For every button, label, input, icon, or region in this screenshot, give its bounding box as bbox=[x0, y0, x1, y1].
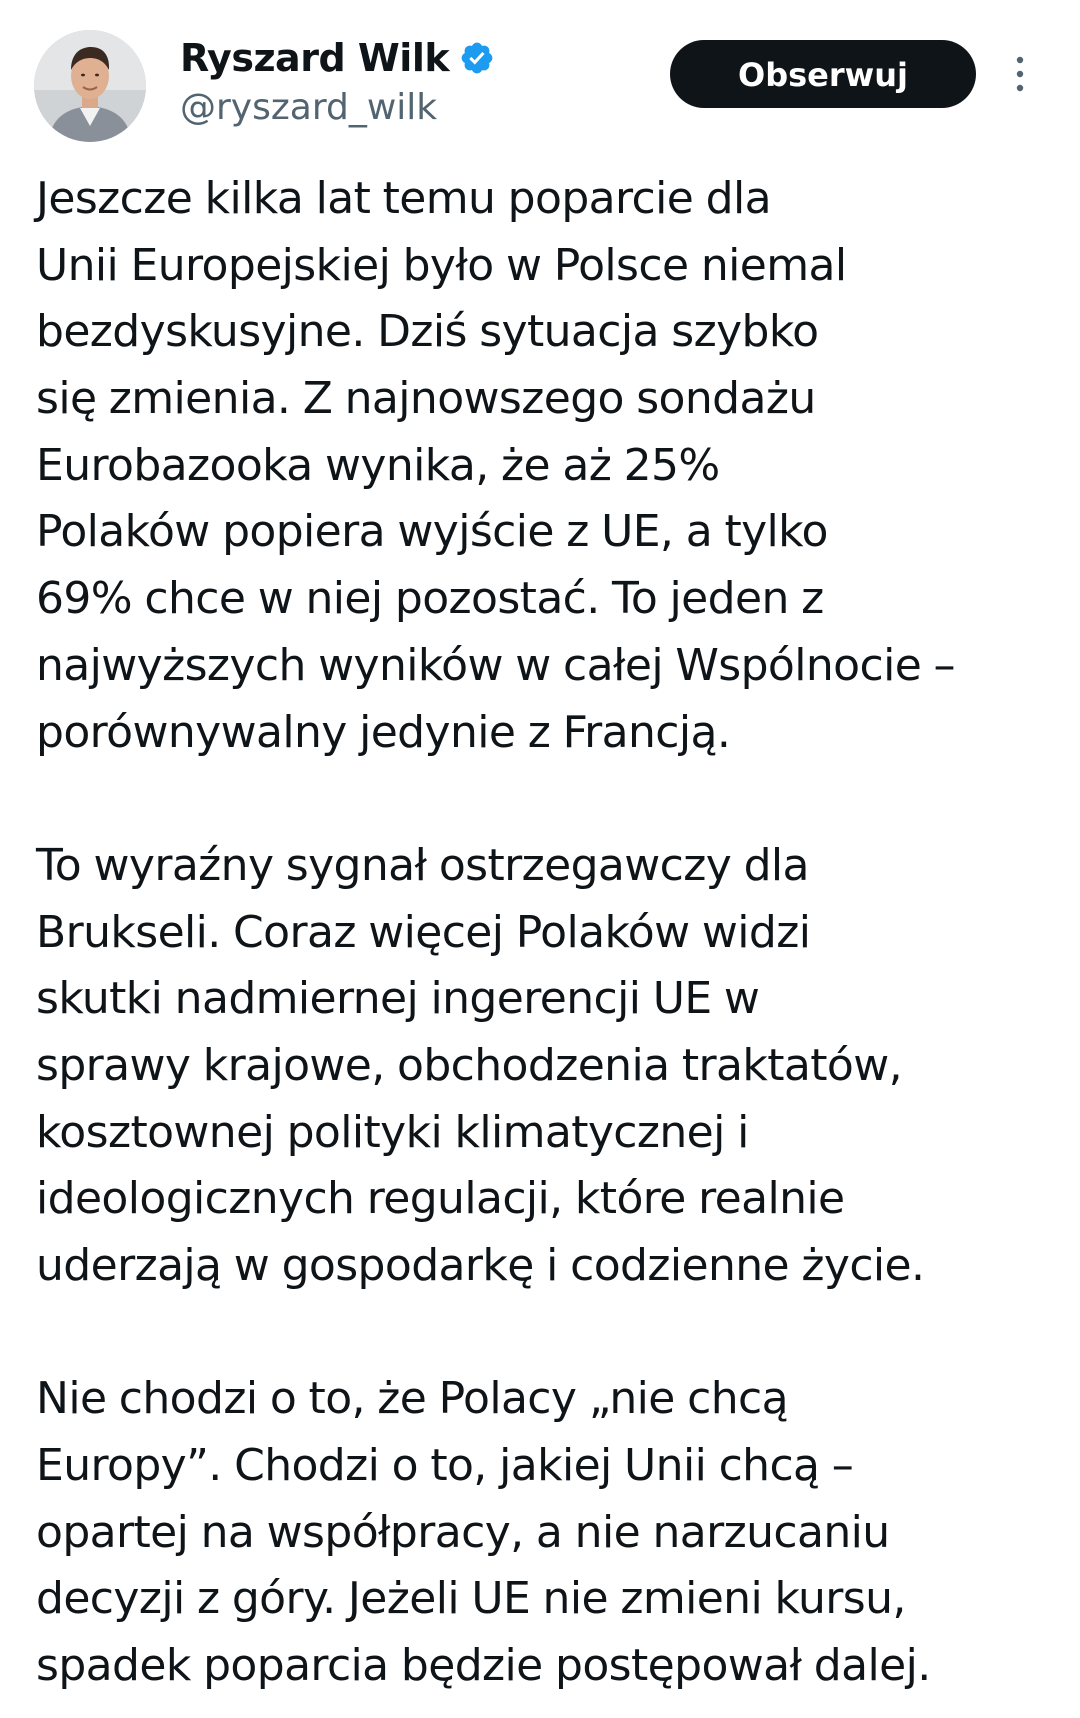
follow-button[interactable]: Obserwuj bbox=[670, 40, 976, 108]
tweet-line: kosztownej polityki klimatycznej i bbox=[36, 1106, 749, 1158]
tweet-line: najwyższych wyników w całej Wspólnocie – bbox=[36, 639, 955, 691]
tweet-line: spadek poparcia będzie postępował dalej. bbox=[36, 1640, 931, 1692]
tweet-line: sprawy krajowe, obchodzenia traktatów, bbox=[36, 1039, 902, 1091]
tweet-line: Europy”. Chodzi o to, jakiej Unii chcą – bbox=[36, 1440, 854, 1492]
tweet-line: się zmienia. Z najnowszego sondażu bbox=[36, 373, 816, 425]
tweet-line: Polaków popiera wyjście z UE, a tylko bbox=[36, 506, 828, 558]
tweet-line: uderzają w gospodarkę i codzienne życie. bbox=[36, 1240, 925, 1291]
avatar[interactable] bbox=[34, 30, 146, 142]
author-handle[interactable]: @ryszard_wilk bbox=[180, 87, 438, 128]
avatar-photo bbox=[34, 30, 146, 142]
tweet-paragraph-3 bbox=[36, 1366, 1066, 1699]
author-name-row[interactable] bbox=[180, 34, 495, 82]
tweet-line: skutki nadmiernej ingerencji UE w bbox=[36, 973, 760, 1025]
paragraph-gap bbox=[36, 766, 1066, 833]
verified-badge-icon bbox=[459, 40, 495, 76]
tweet-line: bezdyskusyjne. Dziś sytuacja szybko bbox=[36, 306, 819, 358]
tweet-paragraph-1 bbox=[36, 166, 1066, 766]
paragraph-gap bbox=[36, 1300, 1066, 1367]
tweet-line: opartej na współpracy, a nie narzucaniu bbox=[36, 1506, 890, 1558]
author-display-name[interactable]: Ryszard Wilk bbox=[180, 36, 450, 80]
tweet-line: Eurobazooka wynika, że aż 25% bbox=[36, 439, 720, 491]
more-vertical-icon[interactable] bbox=[1004, 54, 1036, 94]
tweet-line: Jeszcze kilka lat temu poparcie dla bbox=[36, 173, 771, 224]
tweet-header bbox=[0, 0, 1080, 150]
tweet-line: Unii Europejskiej było w Polsce niemal bbox=[36, 239, 847, 291]
tweet-paragraph-2 bbox=[36, 833, 1066, 1300]
tweet-line: Brukseli. Coraz więcej Polaków widzi bbox=[36, 906, 811, 958]
tweet-line: decyzji z góry. Jeżeli UE nie zmieni kursu, bbox=[36, 1573, 906, 1625]
tweet-body bbox=[36, 166, 1066, 1700]
tweet-line: To wyraźny sygnał ostrzegawczy dla bbox=[36, 839, 809, 891]
tweet-line: ideologicznych regulacji, które realnie bbox=[36, 1173, 845, 1225]
tweet-line: 69% chce w niej pozostać. To jeden z bbox=[36, 573, 824, 625]
tweet-line: porównywalny jedynie z Francją. bbox=[36, 706, 731, 758]
tweet-line: Nie chodzi o to, że Polacy „nie chcą bbox=[36, 1373, 788, 1425]
